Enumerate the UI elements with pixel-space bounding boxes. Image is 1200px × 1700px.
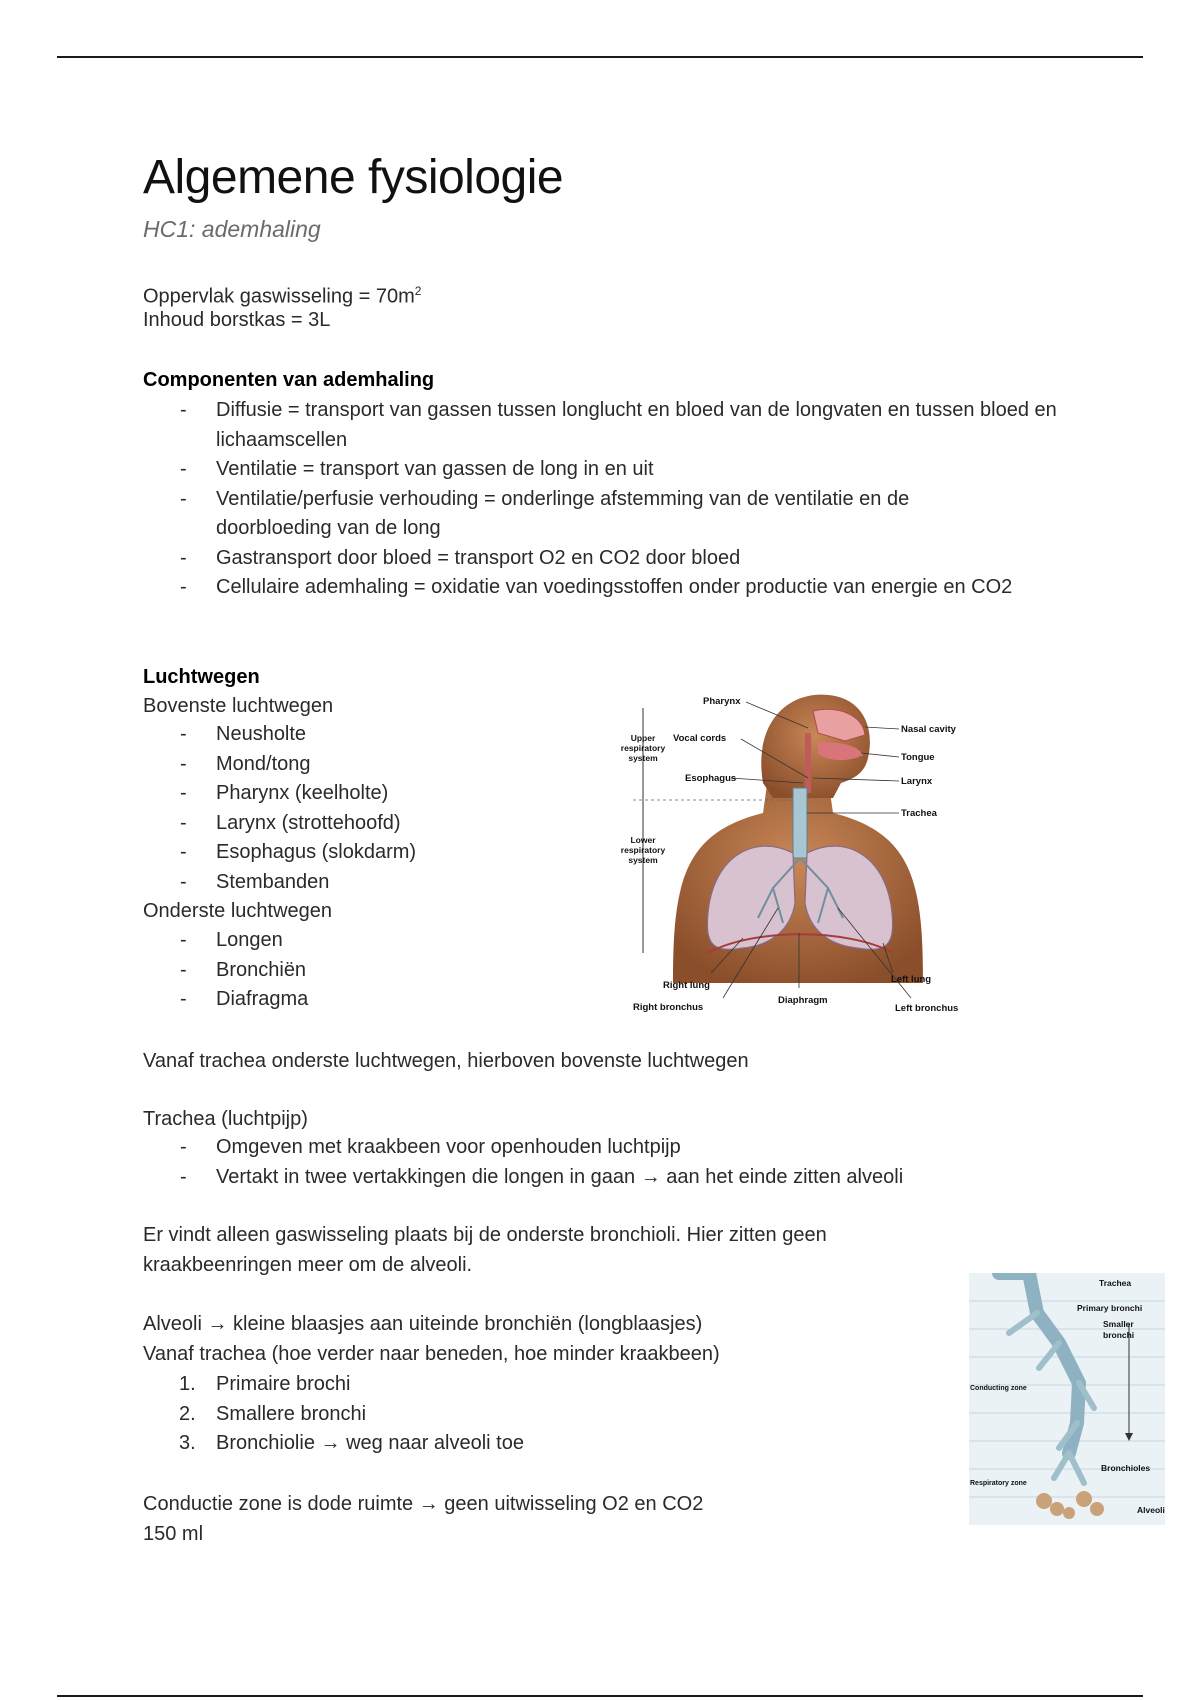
document-subtitle: HC1: ademhaling [143,216,321,242]
componenten-list [143,396,1063,603]
label-tongue: Tongue [901,752,935,763]
bronchi-list [143,1370,743,1459]
list-item: - Omgeven met kraakbeen voor openhouden luchtpijp [143,1133,1063,1163]
heading-componenten: Componenten van ademhaling [143,369,435,391]
list-item: - Gastransport door bloed = transport O2 en CO2 door bloed [143,544,1063,574]
alveoli-line2: Vanaf trachea (hoe verder naar beneden, hoe minder kraakbeen) [143,1343,720,1365]
list-item: - Larynx (strottehoofd) [143,809,483,839]
label-primary-bronchi: Primary bronchi [1077,1303,1143,1313]
list-item: - Neusholte [143,720,483,750]
label-diaphragm: Diaphragm [778,995,828,1006]
document-title: Algemene fysiologie [143,151,564,204]
label-lower-2: respiratory [620,845,666,855]
arrow-icon: → [640,1165,661,1188]
label-esophagus: Esophagus [685,773,737,784]
label-trachea: Trachea (luchtpijp) [143,1108,308,1130]
label-bronchioles: Bronchioles [1101,1463,1151,1473]
list-item: - Vertakt in twee vertakkingen die longen in gaan → aan het einde zitten alveoli [143,1163,1063,1193]
arrow-icon: → [207,1313,228,1335]
list-item: - Mond/tong [143,750,483,780]
label-upper-3: system [628,753,658,763]
bronchial-tree-figure [969,1273,1165,1525]
footer-rule [57,1695,1143,1697]
list-item: - Ventilatie/perfusie verhouding = onderlinge afstemming van de ventilatie en de doorbloeding van de long [143,485,1063,544]
list-item: - Longen [143,926,483,956]
conductie-line1: Conductie zone is dode ruimte → geen uitwisseling O2 en CO2 [143,1493,704,1515]
list-item: 2. Smallere bronchi [179,1402,367,1425]
heading-luchtwegen: Luchtwegen [143,666,260,688]
conductie-line2: 150 ml [143,1523,204,1545]
arrow-icon: → [320,1432,341,1454]
list-item: - Bronchiën [143,956,483,986]
list-item: 1. Primaire brochi [179,1373,351,1395]
label-upper-1: Upper [630,733,656,743]
trachea-shape [793,788,807,858]
respiratory-system-figure [613,683,973,1018]
label-right-lung: Right lung [663,980,710,991]
header-rule [57,56,1143,58]
alveoli-line1: Alveoli → kleine blaasjes aan uiteinde bronchiën (longblaasjes) [143,1313,703,1335]
bovenste-list [143,720,483,897]
label-trachea: Trachea [901,808,937,819]
list-item: - Cellulaire ademhaling = oxidatie van voedingsstoffen onder productie van energie en CO2 [143,573,1063,603]
label-pharynx: Pharynx [703,696,741,707]
label-bovenste: Bovenste luchtwegen [143,695,334,717]
label-vocal-cords: Vocal cords [673,733,727,744]
list-item: - Pharynx (keelholte) [143,779,483,809]
label-onderste: Onderste luchtwegen [143,900,333,922]
list-item: - Stembanden [143,868,483,898]
label-larynx: Larynx [901,776,933,787]
label-lower-1: Lower [630,835,656,845]
label-right-bronchus: Right bronchus [633,1002,704,1013]
label-smaller-1: Smaller [1103,1319,1134,1329]
list-item: - Esophagus (slokdarm) [143,838,483,868]
label-conducting-zone: Conducting zone [970,1385,1027,1392]
list-item: - Diffusie = transport van gassen tussen longlucht en bloed van de longvaten en tussen bloed en lichaamscellen [143,396,1063,455]
trachea-list [143,1133,1063,1192]
label-upper-2: respiratory [620,743,666,753]
fact-oppervlak: Oppervlak gaswisseling = $70m^2$ [143,284,422,308]
list-item: - Diafragma [143,985,483,1015]
label-nasal-cavity: Nasal cavity [901,724,956,735]
label-lower-3: system [628,855,658,865]
list-item: 3. Bronchiolie → weg naar alveoli toe [179,1432,524,1454]
label-left-lung: Left lung [891,974,932,985]
label-trachea: Trachea [1099,1278,1132,1288]
gaswisseling-line2: kraakbeenringen meer om de alveoli. [143,1254,473,1276]
label-smaller-2: bronchi [1103,1330,1135,1340]
luchtwegen-note: Vanaf trachea onderste luchtwegen, hierboven bovenste luchtwegen [143,1050,749,1072]
label-respiratory-zone: Respiratory zone [970,1480,1027,1487]
onderste-list [143,926,483,1015]
gaswisseling-line1: Er vindt alleen gaswisseling plaats bij de onderste bronchioli. Hier zitten geen [143,1224,827,1246]
arrow-icon: → [418,1493,439,1515]
label-left-bronchus: Left bronchus [895,1003,959,1014]
label-alveoli: Alveoli [1137,1505,1165,1515]
fact-inhoud: Inhoud borstkas = 3L [143,309,331,331]
list-item: - Ventilatie = transport van gassen de long in en uit [143,455,1063,485]
